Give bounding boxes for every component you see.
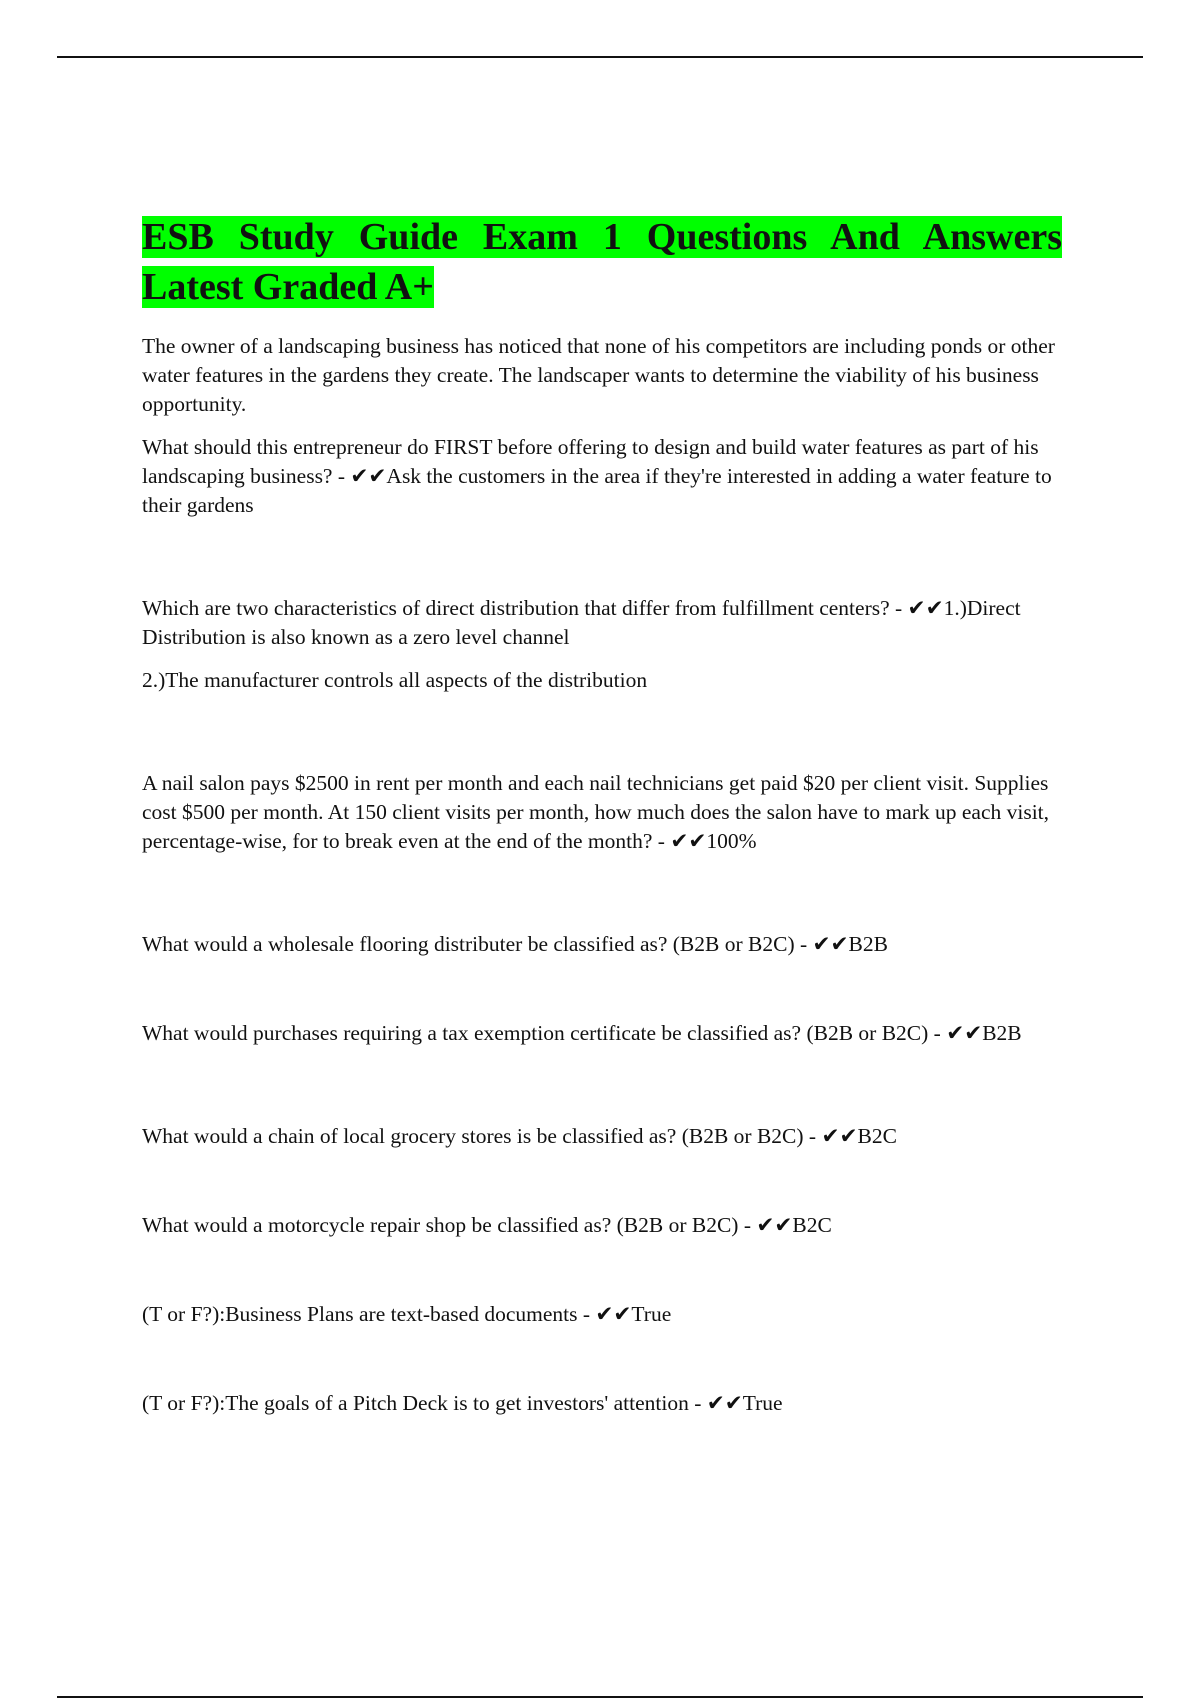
top-rule [57,56,1143,58]
bottom-rule [57,1696,1143,1698]
qa-item: What would a wholesale flooring distributer be classified as? (B2B or B2C) - ✔✔B2B [142,932,888,956]
document-body [142,212,1062,1418]
qa-item: A nail salon pays $2500 in rent per month and each nail technicians get paid $20 per client visit. Supplies cost $500 per month. At 150 client visits per month, how much does the salon have to mark up each visit, percentage-wise, for to break even at the end of the month? - ✔✔100% [142,771,1050,853]
qa-item: What would purchases requiring a tax exemption certificate be classified as? (B2B or B2C) - ✔✔B2B [142,1021,1022,1045]
qa-item: What would a chain of local grocery stores is be classified as? (B2B or B2C) - ✔✔B2C [142,1124,897,1148]
document-title [142,212,1062,312]
question-context: The owner of a landscaping business has noticed that none of his competitors are including ponds or other water features in the gardens they create. The landscaper wants to determine the viability of his business opportunity. [142,334,1055,416]
qa-item: (T or F?):Business Plans are text-based documents - ✔✔True [142,1302,672,1326]
title-highlight: ESB Study Guide Exam 1 Questions And Answers Latest Graded A+ [142,216,1062,308]
qa-item: What should this entrepreneur do FIRST before offering to design and build water features as part of his landscaping business? - ✔✔Ask the customers in the area if they're interested in adding a water feature to their gardens [142,435,1052,517]
qa-item: What would a motorcycle repair shop be classified as? (B2B or B2C) - ✔✔B2C [142,1213,832,1237]
qa-item: (T or F?):The goals of a Pitch Deck is to get investors' attention - ✔✔True [142,1391,783,1415]
qa-item: Which are two characteristics of direct distribution that differ from fulfillment centers? - ✔✔1.)Direct Distribution is also known as a zero level channel [142,596,1021,649]
qa-answer-continuation: 2.)The manufacturer controls all aspects of the distribution [142,668,648,692]
